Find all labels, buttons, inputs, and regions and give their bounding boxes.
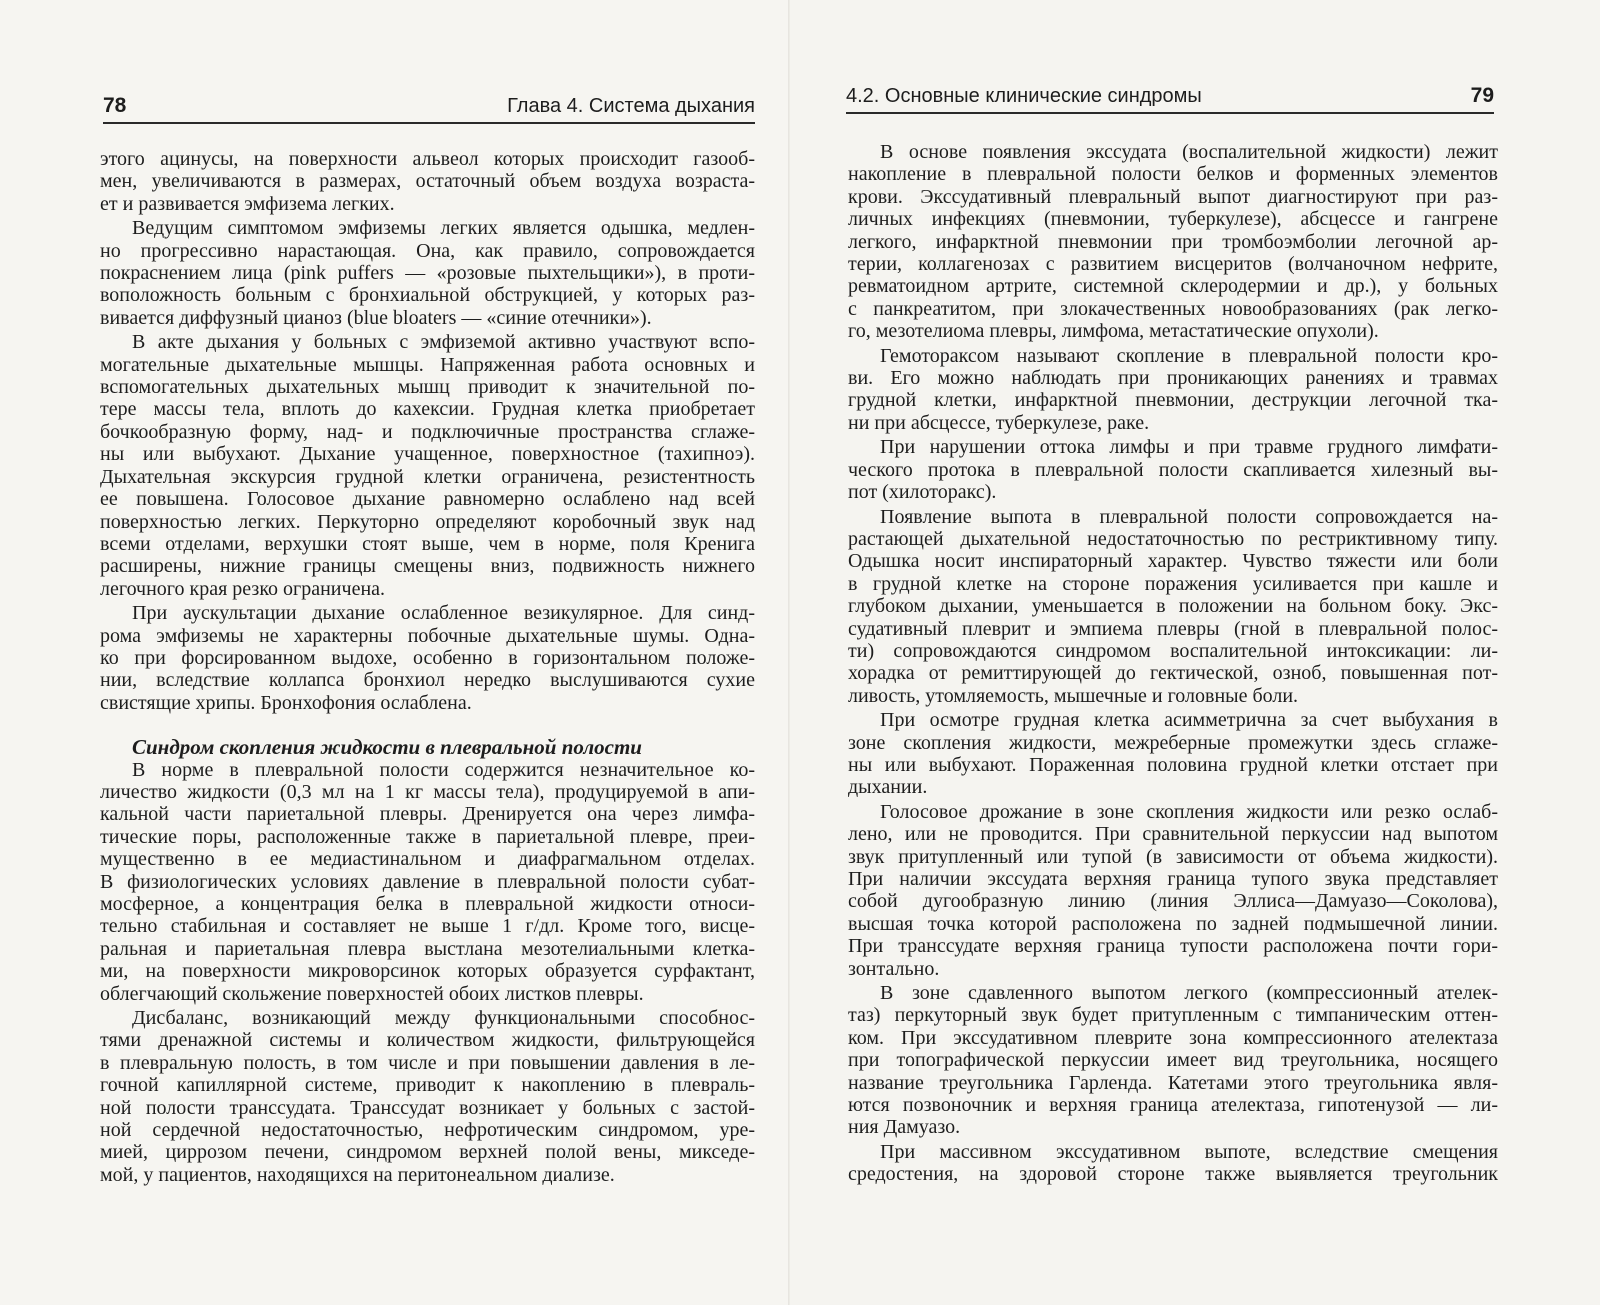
text-line: тельно стабильная и составляет не выше 1 г/дл. Кроме того, висце- <box>100 915 755 938</box>
text-line: гочной капиллярной системе, приводит к накоплению в плевраль- <box>100 1074 755 1097</box>
right-body-text <box>848 141 1498 1186</box>
text-line: ния Дамуазо. <box>848 1116 961 1139</box>
text-line: мией, циррозом печени, синдромом верхней полой вены, микседе- <box>100 1141 755 1164</box>
text-line: Дисбаланс, возникающий между функциональными способнос- <box>132 1007 755 1030</box>
text-line: ются позвоночник и верхняя граница ателектаза, гипотенузой — ли- <box>848 1094 1498 1117</box>
text-line: При транссудате верхняя граница тупости расположена почти гори- <box>848 935 1498 958</box>
left-paragraphs-bottom <box>100 759 755 1187</box>
text-line: легочного края резко ограничена. <box>100 577 386 600</box>
text-line: собой дугообразную линию (линия Эллиса—Дамуазо—Соколова), <box>848 890 1498 913</box>
text-line: судативный плеврит и эмпиема плевры (гной в плевральной полос- <box>848 617 1498 640</box>
left-body-text <box>100 148 755 1186</box>
text-line: Дыхательная экскурсия грудной клетки ограничена, резистентность <box>100 465 755 488</box>
left-page <box>0 0 790 1305</box>
text-line: В акте дыхания у больных с эмфиземой активно участвуют вспо- <box>132 331 755 354</box>
text-line: пот (хилоторакс). <box>848 481 997 504</box>
text-line: расширены, нижние границы смещены вниз, подвижность нижнего <box>100 555 755 578</box>
text-line: мой, у пациентов, находящихся на перитонеальном диализе. <box>100 1163 615 1186</box>
text-line: бочкообразную форму, над- и подключичные пространства сглаже- <box>100 420 755 443</box>
paragraph <box>100 331 755 600</box>
text-line: название треугольника Гарленда. Катетами этого треугольника явля- <box>848 1071 1498 1094</box>
text-line: всеми отделами, верхушки стоят выше, чем в норме, поля Кренига <box>100 532 755 555</box>
section-title: 4.2. Основные клинические синдромы <box>846 85 1202 107</box>
text-line: вивается диффузный цианоз (blue bloaters — «синие отечники»). <box>100 306 652 329</box>
text-line: кальной части париетальной плевры. Дренируется она через лимфа- <box>100 803 755 826</box>
text-line: ной сердечной недостаточностью, нефротическим синдромом, уре- <box>100 1119 755 1142</box>
paragraph <box>100 217 755 329</box>
text-line: ко при форсированном выдохе, особенно в горизонтальном положе- <box>100 646 755 669</box>
running-head-left <box>103 92 755 124</box>
text-line: высшая точка которой расположена по задней подмышечной линии. <box>848 912 1498 935</box>
text-line: ет и развивается эмфизема легких. <box>100 192 395 215</box>
right-page <box>790 0 1600 1305</box>
text-line: Гемотораксом называют скопление в плевральной полости кро- <box>880 344 1498 367</box>
paragraph <box>848 506 1498 708</box>
text-line: В зоне сдавленного выпотом легкого (компрессионный ателек- <box>880 982 1498 1005</box>
text-line: средостения, на здоровой стороне также выявляется треугольник <box>848 1163 1498 1186</box>
text-line: этого ацинусы, на поверхности альвеол которых происходит газооб- <box>100 148 755 170</box>
paragraph <box>848 345 1498 435</box>
page-number-right: 79 <box>1470 84 1494 107</box>
text-line: грудной клетки, инфарктной пневмонии, деструкции легочной тка- <box>848 389 1498 412</box>
paragraph <box>100 148 755 215</box>
paragraph <box>848 436 1498 503</box>
paragraph <box>848 141 1498 343</box>
text-line: В норме в плевральной полости содержится незначительное ко- <box>132 758 755 781</box>
text-line: мущественно в ее медиастинальном и диафрагмальном отделах. <box>100 848 755 871</box>
paragraph <box>100 1007 755 1186</box>
text-line: в плевральную полость, в том числе и при повышении давления в ле- <box>100 1051 755 1074</box>
text-line: го, мезотелиома плевры, лимфома, метастатические опухоли). <box>848 320 1379 343</box>
section-heading: Синдром скопления жидкости в плевральной полости <box>132 735 642 760</box>
text-line: ми, на поверхности микроворсинок которых образуется сурфактант, <box>100 960 755 983</box>
text-line: ческого протока в плевральной полости скапливается хилезный вы- <box>848 458 1498 481</box>
text-line: ви. Его можно наблюдать при проникающих ранениях и травмах <box>848 367 1498 390</box>
text-line: воположность больным с бронхиальной обструкцией, у которых раз- <box>100 284 755 307</box>
text-line: терии, коллагенозах с развитием висцеритов (волчаночном нефрите, <box>848 253 1498 276</box>
paragraph <box>100 602 755 714</box>
text-line: Ведущим симптомом эмфиземы легких является одышка, медлен- <box>132 217 755 240</box>
text-line: мен, увеличиваются в размерах, остаточный объем воздуха возраста- <box>100 170 755 193</box>
text-line: зонтально. <box>848 957 940 980</box>
text-line: зоне скопления жидкости, межреберные промежутки здесь сглаже- <box>848 731 1498 754</box>
text-line: личество жидкости (0,3 мл на 1 кг массы тела), продуцируемой в апи- <box>100 780 755 803</box>
text-line: При осмотре грудная клетка асимметрична за счет выбухания в <box>880 709 1498 732</box>
text-line: таз) перкуторный звук будет притупленным с тимпаническим оттен- <box>848 1004 1498 1027</box>
text-line: лено, или не проводится. При сравнительной перкуссии над выпотом <box>848 823 1498 846</box>
running-head-right <box>846 82 1494 114</box>
text-line: свистящие хрипы. Бронхофония ослаблена. <box>100 691 472 714</box>
text-line: ревматоидном артрите, системной склеродермии и др.), у больных <box>848 275 1498 298</box>
text-line: тере массы тела, вплоть до кахексии. Грудная клетка приобретает <box>100 398 755 421</box>
text-line: растающей дыхательной недостаточностью по рестриктивному типу. <box>848 527 1498 550</box>
text-line: ти) сопровождаются синдромом воспалительной интоксикации: ли- <box>848 639 1498 662</box>
text-line: глубоком дыхании, уменьшается в положении на больном боку. Экс- <box>848 595 1498 618</box>
text-line: поверхностью легких. Перкуторно определяют коробочный звук над <box>100 510 755 533</box>
text-line: но прогрессивно нарастающая. Она, как правило, сопровождается <box>100 239 755 262</box>
text-line: ливость, утомляемость, мышечные и головные боли. <box>848 684 1299 707</box>
text-line: в грудной клетке на стороне поражения усиливается при кашле и <box>848 572 1498 595</box>
paragraph <box>848 709 1498 799</box>
text-line: покраснением лица (pink puffers — «розовые пыхтельщики»), в проти- <box>100 262 755 285</box>
text-line: личных инфекциях (пневмонии, туберкулезе), абсцессе и гангрене <box>848 208 1498 231</box>
text-line: звук притупленный или тупой (в зависимости от объема жидкости). <box>848 845 1498 868</box>
paragraph <box>848 982 1498 1139</box>
paragraph <box>100 759 755 1005</box>
text-line: облегчающий скольжение поверхностей обоих листков плевры. <box>100 982 644 1005</box>
page-number-left: 78 <box>103 94 127 117</box>
text-line: ной полости транссудата. Транссудат возникает у больных с застой- <box>100 1096 755 1119</box>
text-line: ральная и париетальная плевра выстлана мезотелиальными клетка- <box>100 937 755 960</box>
text-line: при топографической перкуссии имеет вид треугольника, носящего <box>848 1049 1498 1072</box>
text-line: ни при абсцессе, туберкулезе, раке. <box>848 411 1150 434</box>
text-line: Голосовое дрожание в зоне скопления жидкости или резко ослаб- <box>880 800 1498 823</box>
paragraph <box>848 1141 1498 1186</box>
text-line: При аускультации дыхание ослабленное везикулярное. Для синд- <box>132 602 755 625</box>
text-line: Одышка носит инспираторный характер. Чувство тяжести или боли <box>848 550 1498 573</box>
text-line: При массивном экссудативном выпоте, вследствие смещения <box>880 1140 1498 1163</box>
text-line: Появление выпота в плевральной полости сопровождается на- <box>880 505 1498 528</box>
text-line: ны или выбухают. Дыхание учащенное, поверхностное (тахипноэ). <box>100 443 755 466</box>
text-line: ком. При экссудативном плеврите зона компрессионного ателектаза <box>848 1026 1498 1049</box>
text-line: рома эмфиземы не характерны побочные дыхательные шумы. Одна- <box>100 624 755 647</box>
text-line: легкого, инфарктной пневмонии при тромбоэмболии легочной ар- <box>848 230 1498 253</box>
right-paragraphs <box>848 141 1498 1186</box>
text-line: крови. Экссудативный плевральный выпот диагностируют при раз- <box>848 185 1498 208</box>
text-line: дыхании. <box>848 776 928 799</box>
text-line: В физиологических условиях давление в плевральной полости субат- <box>100 870 755 893</box>
text-line: накопление в плевральной полости белков и форменных элементов <box>848 163 1498 186</box>
text-line: могательные дыхательные мышцы. Напряженная работа основных и <box>100 353 755 376</box>
text-line: нии, вследствие коллапса бронхиол нередко выслушиваются сухие <box>100 669 755 692</box>
paragraph <box>848 801 1498 980</box>
text-line: ее повышена. Голосовое дыхание равномерно ослаблено над всей <box>100 488 755 511</box>
text-line: вспомогательных дыхательных мышц приводит к значительной по- <box>100 376 755 399</box>
chapter-title: Глава 4. Система дыхания <box>507 95 755 117</box>
text-line: хорадка от ремиттирующей до гектической, озноб, повышенная пот- <box>848 662 1498 685</box>
text-line: с панкреатитом, при злокачественных новообразованиях (рак легко- <box>848 297 1498 320</box>
text-line: При наличии экссудата верхняя граница тупого звука представляет <box>848 868 1498 890</box>
text-line: тями дренажной системы и количеством жидкости, фильтрующейся <box>100 1029 755 1052</box>
text-line: тические поры, расположенные также в париетальной плевре, преи- <box>100 825 755 848</box>
text-line: ны или выбухают. Пораженная половина грудной клетки отстает при <box>848 753 1498 776</box>
left-paragraphs-top <box>100 148 755 714</box>
text-line: мосферное, а концентрация белка в плевральной жидкости относи- <box>100 893 755 915</box>
text-line: При нарушении оттока лимфы и при травме грудного лимфати- <box>880 436 1498 459</box>
text-line: В основе появления экссудата (воспалительной жидкости) лежит <box>880 141 1498 163</box>
